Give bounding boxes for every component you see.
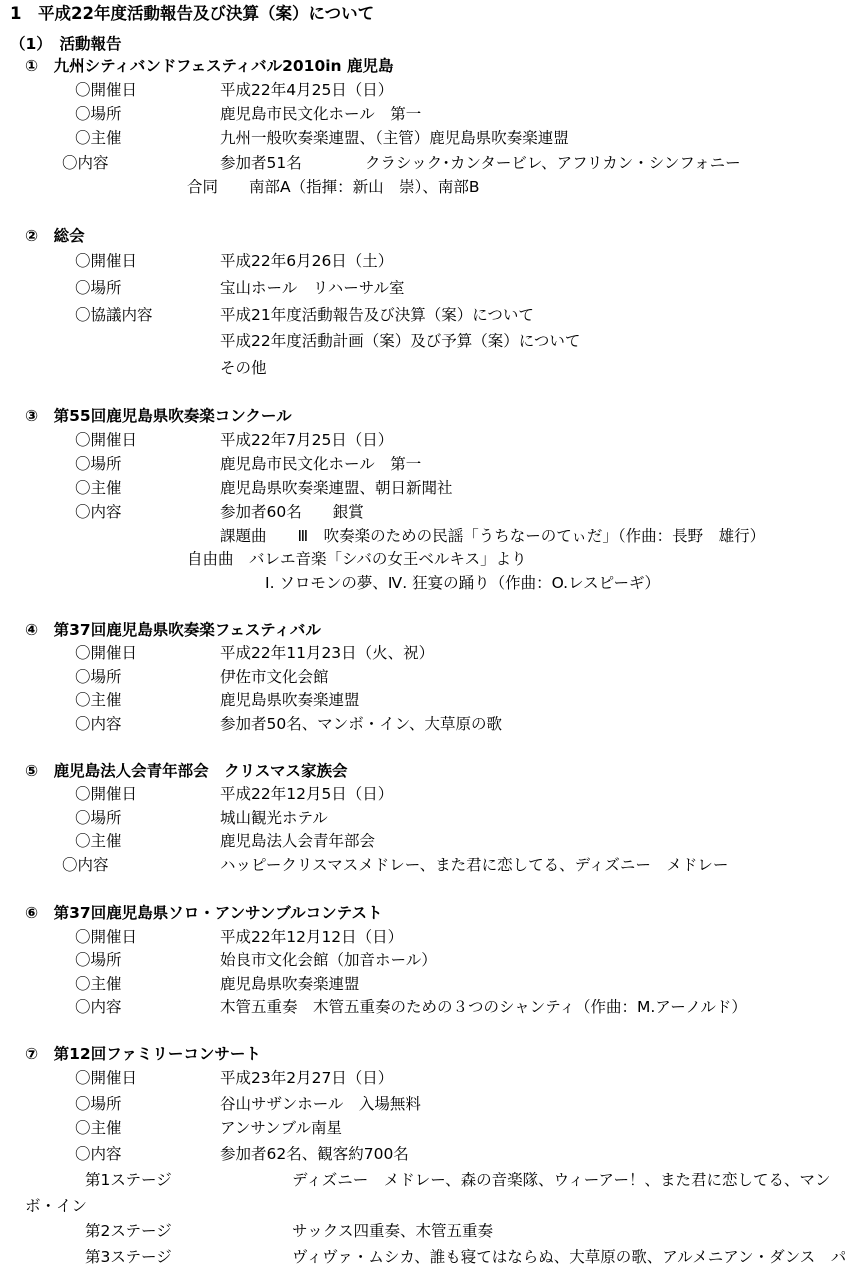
row-extra: クラシック･カンタービレ、アフリカン・シンフォニー — [365, 154, 741, 172]
row-label: 〇主催 — [75, 479, 122, 497]
row-value: 宝山ホール リハーサル室 — [220, 279, 405, 297]
row-label: 〇内容 — [62, 856, 109, 874]
row-label: 〇開催日 — [75, 785, 138, 803]
stage-label: 第3ステージ — [85, 1248, 172, 1266]
event-title: ⑤ 鹿児島法人会青年部会 クリスマス家族会 — [25, 762, 348, 780]
row-label: 〇主催 — [75, 129, 122, 147]
detail-line: 平成22年度活動計画（案）及び予算（案）について — [220, 332, 581, 350]
row-label: 〇場所 — [75, 105, 122, 123]
row-value: 参加者50名、マンボ・イン、大草原の歌 — [220, 715, 502, 733]
row-label: 〇主催 — [75, 832, 122, 850]
detail-line: 合同 南部A（指揮：新山 崇）、南部B — [187, 178, 480, 196]
row-value: 平成22年4月25日（日） — [220, 81, 394, 99]
detail-line: 自由曲 バレエ音楽「シバの女王ベルキス」より — [187, 550, 527, 568]
row-label: 〇主催 — [75, 691, 122, 709]
event-title: ⑥ 第37回鹿児島県ソロ・アンサンブルコンテスト — [25, 904, 383, 922]
row-label: 〇場所 — [75, 455, 122, 473]
row-label: 〇開催日 — [75, 928, 138, 946]
row-value: 鹿児島県吹奏楽連盟 — [220, 975, 360, 993]
row-label: 〇主催 — [75, 1119, 122, 1137]
row-value: 始良市文化会館（加音ホール） — [220, 951, 437, 969]
row-value: 鹿児島市民文化ホール 第一 — [220, 455, 422, 473]
row-label: 〇内容 — [75, 503, 122, 521]
continuation-line: ボ・イン — [25, 1197, 88, 1215]
event-title: ② 総会 — [25, 227, 85, 245]
row-value: 鹿児島県吹奏楽連盟 — [220, 691, 360, 709]
row-label: 〇開催日 — [75, 1069, 138, 1087]
row-value: 平成22年12月5日（日） — [220, 785, 394, 803]
row-value: 平成23年2月27日（日） — [220, 1069, 394, 1087]
row-value: ハッピークリスマスメドレー、また君に恋してる、ディズニー メドレー — [220, 856, 729, 874]
stage-label: 第1ステージ — [85, 1171, 172, 1189]
stage-value: サックス四重奏、木管五重奏 — [292, 1222, 494, 1240]
row-value: 谷山サザンホール 入場無料 — [220, 1095, 421, 1113]
row-value: 参加者60名 銀賞 — [220, 503, 364, 521]
row-value: 平成22年7月25日（日） — [220, 431, 394, 449]
section-subheading: （1） 活動報告 — [10, 35, 122, 53]
stage-value: ヴィヴァ・ムシカ、誰も寝てはならぬ、大草原の歌、アルメニアン・ダンス パ — [292, 1248, 847, 1266]
row-label: 〇場所 — [75, 279, 122, 297]
row-label: 〇場所 — [75, 1095, 122, 1113]
detail-line: 課題曲 Ⅲ 吹奏楽のための民謡「うちなーのてぃだ」（作曲：長野 雄行） — [220, 527, 766, 545]
row-value: 九州一般吹奏楽連盟、（主管）鹿児島県吹奏楽連盟 — [220, 129, 569, 147]
row-value: 平成22年6月26日（土） — [220, 252, 394, 270]
stage-value: ディズニー メドレー、森の音楽隊、ウィーアー！、また君に恋してる、マン — [292, 1171, 831, 1189]
detail-line: その他 — [220, 359, 267, 377]
detail-line: Ⅰ. ソロモンの夢、Ⅳ. 狂宴の踊り（作曲：O.レスピーギ） — [265, 574, 660, 592]
row-label: 〇内容 — [62, 154, 109, 172]
row-label: 〇開催日 — [75, 81, 138, 99]
row-label: 〇場所 — [75, 809, 122, 827]
row-value: 参加者51名 — [220, 154, 302, 172]
row-label: 〇内容 — [75, 715, 122, 733]
event-title: ④ 第37回鹿児島県吹奏楽フェスティバル — [25, 621, 321, 639]
row-label: 〇協議内容 — [75, 306, 153, 324]
event-title: ③ 第55回鹿児島県吹奏楽コンクール — [25, 407, 292, 425]
event-title: ⑦ 第12回ファミリーコンサート — [25, 1045, 261, 1063]
row-label: 〇主催 — [75, 975, 122, 993]
row-value: アンサンブル南星 — [220, 1119, 342, 1137]
row-value: 鹿児島県吹奏楽連盟、朝日新聞社 — [220, 479, 453, 497]
row-label: 〇場所 — [75, 668, 122, 686]
row-value: 参加者62名、観客約700名 — [220, 1145, 409, 1163]
row-value: 平成21年度活動報告及び決算（案）について — [220, 306, 534, 324]
event-title: ① 九州シティバンドフェスティバル2010in 鹿児島 — [25, 57, 394, 75]
row-value: 平成22年11月23日（火、祝） — [220, 644, 435, 662]
row-label: 〇内容 — [75, 998, 122, 1016]
row-value: 鹿児島法人会青年部会 — [220, 832, 376, 850]
row-label: 〇内容 — [75, 1145, 122, 1163]
document-heading: 1 平成22年度活動報告及び決算（案）について — [10, 4, 375, 23]
row-label: 〇開催日 — [75, 644, 138, 662]
row-label: 〇開催日 — [75, 431, 138, 449]
row-value: 鹿児島市民文化ホール 第一 — [220, 105, 422, 123]
row-value: 木管五重奏 木管五重奏のための３つのシャンティ（作曲：M.アーノルド） — [220, 998, 747, 1016]
row-label: 〇場所 — [75, 951, 122, 969]
row-value: 平成22年12月12日（日） — [220, 928, 404, 946]
row-value: 城山観光ホテル — [220, 809, 328, 827]
stage-label: 第2ステージ — [85, 1222, 172, 1240]
row-label: 〇開催日 — [75, 252, 138, 270]
row-value: 伊佐市文化会館 — [220, 668, 329, 686]
